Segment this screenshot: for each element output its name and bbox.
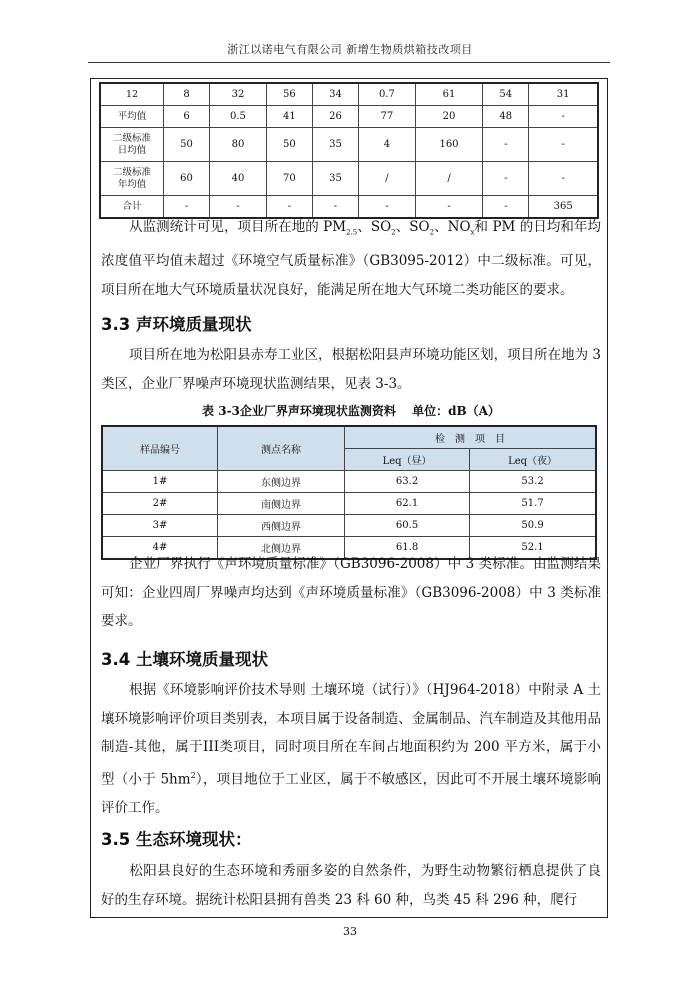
text-run: 从监测统计可见，项目所在地的 PM [129,219,347,235]
table-cell: 61 [415,83,482,106]
air-quality-table [99,82,599,219]
table-cell: 8 [164,83,210,106]
table-cell: 20 [415,106,482,128]
table-cell: 40 [210,162,267,196]
table-cell: - [529,128,598,162]
text-run: 松阳县良好的生态环境和秀丽多姿的自然条件，为野生动物繁衍栖息提供了良好的生存环境。据统计松阳县拥有兽类 23 科 60 种，鸟类 45 科 296 种，爬行 [101,863,601,908]
table-cell: 35 [312,162,358,196]
subscript: x [470,228,475,237]
cell-night: 50.9 [470,515,596,537]
col-header-sample-id: 样品编号 [102,426,218,471]
page-header: 浙江以诺电气有限公司 新增生物质烘箱技改项目 [227,43,473,56]
header-rule [88,62,610,63]
text-run: 、SO [395,219,430,235]
page-number: 33 [343,925,357,938]
noise-intro-paragraph [101,341,601,398]
table-cell: 70 [266,162,312,196]
table-cell: 34 [312,83,358,106]
cell-day: 62.1 [345,493,470,515]
table-cell: 56 [266,83,312,106]
row-label: 12 [100,83,164,106]
table-cell: 32 [210,83,267,106]
table-row [100,106,598,128]
table-cell: 41 [266,106,312,128]
table-cell: - [266,196,312,219]
table-cell: / [359,162,416,196]
subscript: 2 [391,228,396,237]
table-cell: - [312,196,358,219]
table-cell: 50 [266,128,312,162]
col-header-point: 测点名称 [218,426,345,471]
text-run: 根据《环境影响评价技术导则 土壤环境（试行）》（HJ964-2018）中附录 A 土壤环境影响评价项目类别表，本项目属于设备制造、金属制品、汽车制造及其他用品制造-其他，属于III类项目，同时项目所在车间占地面积约为 200 平方米，属于小型（小于 5hm [101,682,601,787]
table-row [100,128,598,162]
noise-table [101,425,597,560]
text-run: 项目所在地为松阳县赤寿工业区，根据松阳县声环境功能区划，项目所在地为 3 类区，企业厂界噪声环境现状监测结果，见表 3-3。 [101,347,601,392]
table-cell: 48 [483,106,529,128]
text-run: 、NO [434,219,471,235]
ecology-paragraph [101,857,601,914]
table-cell: 77 [359,106,416,128]
col-header-night: Leq（夜） [470,449,596,471]
superscript: 2 [190,770,196,780]
table-cell: - [483,196,529,219]
section-heading-3-4: 3.4 土壤环境质量现状 [101,650,268,669]
table-cell: / [415,162,482,196]
table-cell: - [415,196,482,219]
table-cell: 60 [164,162,210,196]
table-row [100,83,598,106]
table-caption: 表 3-3企业厂界声环境现状监测资料 单位：dB（A） [202,404,500,418]
cell-point: 西侧边界 [218,515,345,537]
table-cell: - [164,196,210,219]
col-header-day: Leq（昼） [345,449,470,471]
table-cell: 31 [529,83,598,106]
row-label: 二级标准 年均值 [100,162,164,196]
cell-night: 53.2 [470,471,596,493]
table-cell: 35 [312,128,358,162]
text-run: ），项目地位于工业区，属于不敏感区，因此可不开展土壤环境影响评价工作。 [101,771,601,816]
table-row [102,471,596,493]
section-heading-3-3: 3.3 声环境质量现状 [101,315,252,334]
cell-id: 3# [102,515,218,537]
col-header-group: 检 测 项 目 [345,426,597,449]
noise-conclusion-paragraph [101,550,601,636]
table-cell: - [483,162,529,196]
table-cell: 50 [164,128,210,162]
cell-night: 52.1 [470,537,596,560]
cell-id: 2# [102,493,218,515]
cell-id: 1# [102,471,218,493]
table-cell: - [529,162,598,196]
table-cell: - [359,196,416,219]
table-row [100,162,598,196]
cell-point: 南侧边界 [218,493,345,515]
table-cell: - [529,106,598,128]
table-cell: 54 [483,83,529,106]
row-label: 二级标准 日均值 [100,128,164,162]
cell-day: 63.2 [345,471,470,493]
table-row [102,515,596,537]
cell-point: 北侧边界 [218,537,345,560]
air-conclusion-paragraph [101,213,601,304]
table-cell: 6 [164,106,210,128]
subscript: 2 [429,228,435,237]
table-cell: 26 [312,106,358,128]
table-cell: - [210,196,267,219]
text-run: 和 PM 的日均和年均浓度值平均值未超过《环境空气质量标准》（GB3095-2012）中二级标准。可见，项目所在地大气环境质量状况良好，能满足所在地大气环境二类功能区的要求。 [101,219,601,298]
table-cell: 160 [415,128,482,162]
table-cell: - [483,128,529,162]
table-cell: 365 [529,196,598,219]
cell-night: 51.7 [470,493,596,515]
subscript: 2.5 [346,228,358,237]
soil-paragraph [101,676,601,822]
section-heading-3-5: 3.5 生态环境现状： [101,830,252,849]
text-run: 、SO [357,219,392,235]
cell-id: 4# [102,537,218,560]
cell-day: 61.8 [345,537,470,560]
table-cell: 4 [359,128,416,162]
table-row [102,493,596,515]
table-cell: 0.5 [210,106,267,128]
cell-day: 60.5 [345,515,470,537]
table-cell: 80 [210,128,267,162]
row-label: 合计 [100,196,164,219]
table-cell: 0.7 [359,83,416,106]
row-label: 平均值 [100,106,164,128]
cell-point: 东侧边界 [218,471,345,493]
text-run: 企业厂界执行《声环境质量标准》（GB3096-2008）中 3 类标准。由监测结果可知：企业四周厂界噪声均达到《声环境质量标准》（GB3096-2008）中 3 类标准要求。 [101,556,601,629]
